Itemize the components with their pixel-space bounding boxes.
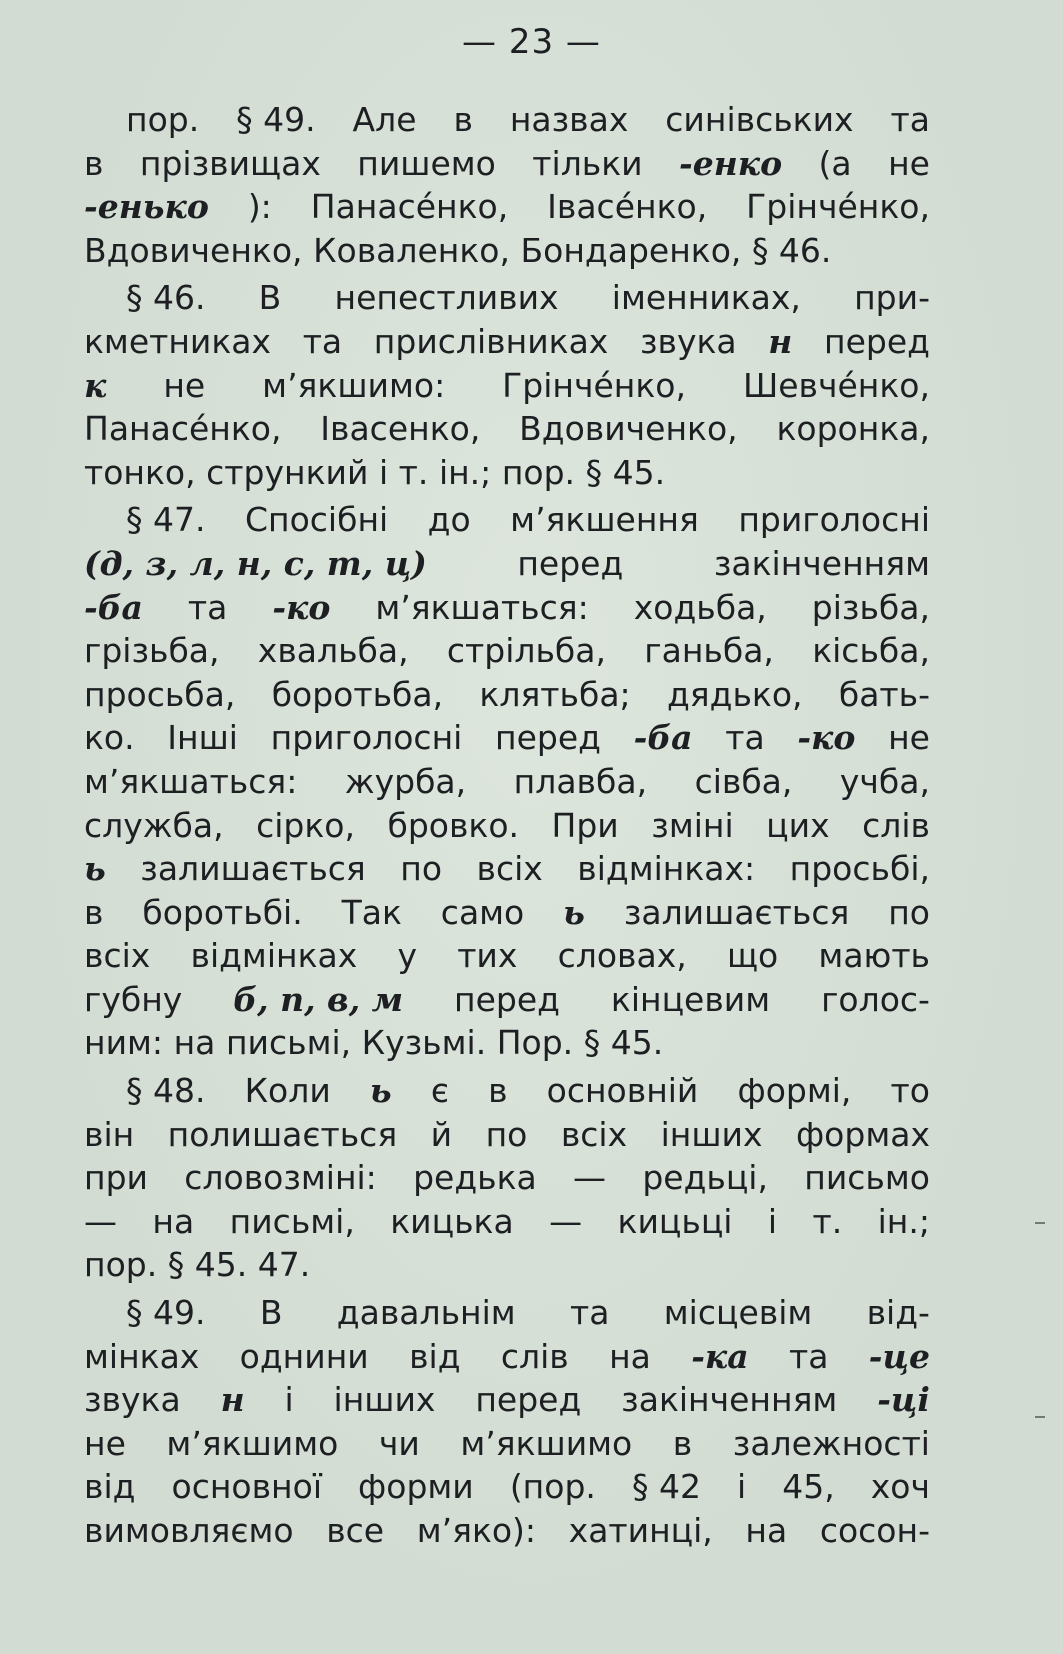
word: письмо bbox=[804, 1158, 930, 1198]
word: прислівниках bbox=[373, 321, 609, 361]
word: пор. bbox=[84, 1245, 158, 1285]
word: словозміні: bbox=[184, 1158, 377, 1198]
word: полишається bbox=[167, 1114, 398, 1154]
word: кісьба, bbox=[812, 631, 930, 671]
word: звука bbox=[84, 1380, 181, 1420]
text-line bbox=[84, 891, 930, 935]
word: пор. bbox=[501, 452, 576, 492]
word: то bbox=[890, 1071, 930, 1111]
word: Івасенко, bbox=[320, 409, 481, 449]
page-number: — 23 — bbox=[462, 22, 601, 62]
word: м’якшимо bbox=[460, 1423, 633, 1463]
word: — bbox=[549, 1201, 583, 1241]
word: ганьба, bbox=[644, 631, 774, 671]
word: відмінках: bbox=[577, 849, 756, 889]
word: цих bbox=[766, 805, 830, 845]
word: і bbox=[737, 1467, 747, 1507]
word: при bbox=[84, 1158, 148, 1198]
word: в bbox=[488, 1071, 508, 1111]
word: і bbox=[284, 1380, 294, 1420]
word: стрільба, bbox=[446, 631, 606, 671]
word: Бондаренко, bbox=[520, 230, 742, 270]
word: § 48. bbox=[126, 1071, 206, 1111]
word: однини bbox=[239, 1336, 369, 1376]
word: тільки bbox=[532, 143, 643, 183]
word: Панасéнко, bbox=[84, 409, 282, 449]
italic-word: б, п, в, м bbox=[233, 979, 404, 1019]
word: ним: bbox=[84, 1023, 164, 1063]
text-line bbox=[84, 629, 930, 673]
word: на bbox=[745, 1511, 788, 1550]
word: 45, bbox=[782, 1467, 835, 1507]
word: тих bbox=[457, 936, 518, 976]
word: служба, bbox=[84, 805, 224, 845]
italic-word: -ба bbox=[633, 718, 693, 758]
italic-word: ь bbox=[369, 1071, 392, 1111]
word: по bbox=[888, 892, 930, 932]
word: по bbox=[400, 849, 443, 889]
text-line bbox=[84, 1291, 930, 1335]
word: Коли bbox=[244, 1071, 331, 1111]
word: іменниках, bbox=[611, 278, 801, 318]
body-text bbox=[84, 98, 930, 1553]
word: приголосні bbox=[738, 500, 930, 540]
italic-word: -ба bbox=[84, 587, 143, 627]
word: пишемо bbox=[357, 143, 496, 183]
word: кметниках bbox=[84, 321, 272, 361]
text-line bbox=[84, 673, 930, 717]
word: ін.; bbox=[438, 452, 492, 492]
word: бать- bbox=[838, 674, 930, 714]
word: та bbox=[187, 587, 228, 627]
word: формах bbox=[795, 1114, 930, 1154]
word: сосон- bbox=[819, 1511, 930, 1550]
word: м’якшення bbox=[510, 500, 699, 540]
word: та bbox=[570, 1293, 610, 1333]
text-line bbox=[84, 1509, 930, 1553]
word: мають bbox=[818, 936, 930, 976]
text-line bbox=[84, 978, 930, 1022]
text-line bbox=[84, 320, 930, 364]
word: в bbox=[84, 143, 104, 183]
word: мінках bbox=[84, 1336, 200, 1376]
word: в bbox=[84, 892, 104, 932]
word: боротьбі. bbox=[142, 892, 303, 932]
word: (пор. bbox=[509, 1467, 596, 1507]
word: відмінках bbox=[190, 936, 358, 976]
word: що bbox=[726, 936, 779, 976]
text-line bbox=[84, 716, 930, 760]
text-line bbox=[84, 1378, 930, 1422]
word: дядько, bbox=[666, 674, 803, 714]
word: не bbox=[888, 718, 930, 758]
word: у bbox=[397, 936, 417, 976]
text-line bbox=[84, 847, 930, 891]
word: давальнім bbox=[336, 1293, 516, 1333]
word: від- bbox=[866, 1293, 930, 1333]
word: § 45. bbox=[167, 1245, 248, 1285]
word: всіх bbox=[476, 849, 543, 889]
word: § 49. bbox=[126, 1293, 206, 1333]
word: від bbox=[84, 1467, 136, 1507]
word: пор. bbox=[126, 100, 200, 139]
word: все bbox=[326, 1511, 385, 1550]
word: При bbox=[551, 805, 619, 845]
word: на bbox=[173, 1023, 216, 1063]
text-line bbox=[84, 364, 930, 408]
text-line bbox=[84, 407, 930, 451]
text-line bbox=[84, 1200, 930, 1244]
word: від bbox=[409, 1336, 461, 1376]
word: просьбі, bbox=[789, 849, 930, 889]
word: само bbox=[440, 892, 525, 932]
word: перед bbox=[517, 543, 624, 583]
word: Вдовиченко, bbox=[519, 409, 738, 449]
word: закінченням bbox=[621, 1380, 838, 1420]
italic-word: н bbox=[220, 1380, 245, 1420]
word: грізьба, bbox=[84, 631, 220, 671]
word: інших bbox=[333, 1380, 436, 1420]
text-line bbox=[84, 1422, 930, 1466]
word: перед bbox=[475, 1380, 582, 1420]
word: залишається bbox=[140, 849, 366, 889]
italic-word: н bbox=[768, 321, 793, 361]
italic-word: -енко bbox=[679, 143, 783, 183]
word: Кузьмі. bbox=[361, 1023, 487, 1063]
word: кицьці bbox=[617, 1201, 733, 1241]
text-line bbox=[84, 1156, 930, 1200]
word: зміні bbox=[651, 805, 734, 845]
word: § 45. bbox=[583, 1023, 664, 1063]
word: коронка, bbox=[776, 409, 930, 449]
text-line bbox=[84, 1021, 930, 1065]
text-line bbox=[84, 1069, 930, 1113]
word: форми bbox=[358, 1467, 474, 1507]
word: інших bbox=[660, 1114, 763, 1154]
word: не bbox=[84, 1423, 126, 1463]
text-line bbox=[84, 804, 930, 848]
italic-word: (д, з, л, н, с, т, ц) bbox=[84, 543, 427, 583]
word: § 42 bbox=[631, 1467, 701, 1507]
word: та bbox=[725, 718, 765, 758]
text-line bbox=[84, 276, 930, 320]
word: основній bbox=[546, 1071, 699, 1111]
word: — bbox=[84, 1201, 117, 1241]
word: § 46. bbox=[751, 230, 832, 270]
word: просьба, bbox=[84, 674, 236, 714]
word: § 49. bbox=[236, 100, 316, 139]
text-line bbox=[84, 451, 930, 495]
word: Інші bbox=[167, 718, 238, 758]
word: В bbox=[259, 1293, 283, 1333]
word: клятьба; bbox=[479, 674, 631, 714]
text-line bbox=[84, 185, 930, 229]
word: перед bbox=[495, 718, 601, 758]
word: письмі, bbox=[229, 1201, 355, 1241]
word: ): bbox=[247, 187, 272, 227]
word: губну bbox=[84, 979, 183, 1019]
word: сівба, bbox=[694, 761, 793, 801]
text-line bbox=[84, 934, 930, 978]
word: залишається bbox=[623, 892, 850, 932]
word: залежності bbox=[732, 1423, 930, 1463]
word: вимовляємо bbox=[84, 1511, 294, 1550]
word: бровко. bbox=[387, 805, 520, 845]
word: до bbox=[427, 500, 471, 540]
text-line bbox=[84, 542, 930, 586]
word: Спосібні bbox=[244, 500, 389, 540]
italic-word: к bbox=[84, 365, 107, 405]
word: голос- bbox=[821, 979, 930, 1019]
word: редьці, bbox=[642, 1158, 768, 1198]
word: Але bbox=[352, 100, 417, 139]
word: В bbox=[258, 278, 282, 318]
word: і bbox=[378, 452, 389, 492]
word: сірко, bbox=[256, 805, 355, 845]
word: назвах bbox=[509, 100, 629, 139]
word: Грінчéнко, bbox=[746, 187, 930, 227]
text-line bbox=[84, 1243, 930, 1287]
text-line bbox=[84, 142, 930, 186]
word: журба, bbox=[344, 761, 467, 801]
word: слів bbox=[862, 805, 930, 845]
word: в bbox=[453, 100, 473, 139]
word: Коваленко, bbox=[313, 230, 510, 270]
word: м’яко): bbox=[416, 1511, 537, 1550]
word: не bbox=[888, 143, 930, 183]
word: стрункий bbox=[206, 452, 369, 492]
word: словах, bbox=[557, 936, 687, 976]
word: Пор. bbox=[496, 1023, 574, 1063]
italic-word: -це bbox=[868, 1336, 930, 1376]
word: Панасéнко, bbox=[310, 187, 509, 227]
word: ходьба, bbox=[633, 587, 767, 627]
word: м’якшимо bbox=[166, 1423, 339, 1463]
margin-mark bbox=[1035, 1416, 1045, 1418]
word: чи bbox=[378, 1423, 420, 1463]
italic-word: -ко bbox=[272, 587, 331, 627]
text-line bbox=[84, 498, 930, 542]
word: перед bbox=[824, 321, 930, 361]
word: Вдовиченко, bbox=[84, 230, 303, 270]
word: 47. bbox=[257, 1245, 311, 1285]
word: приголосні bbox=[270, 718, 463, 758]
margin-mark bbox=[1035, 1222, 1045, 1224]
word: закінченням bbox=[713, 543, 930, 583]
word: т. bbox=[398, 452, 429, 492]
word: основної bbox=[171, 1467, 322, 1507]
word: при- bbox=[854, 278, 930, 318]
word: та bbox=[788, 1336, 829, 1376]
word: м’якшимо: bbox=[262, 365, 446, 405]
word: м’якшаться: bbox=[84, 761, 298, 801]
word: Так bbox=[341, 892, 402, 932]
word: плавба, bbox=[513, 761, 648, 801]
word: — bbox=[573, 1158, 607, 1198]
word: на bbox=[609, 1336, 651, 1376]
italic-word: ь bbox=[563, 892, 585, 932]
word: перед bbox=[454, 979, 560, 1019]
word: кицька bbox=[390, 1201, 514, 1241]
word: письмі, bbox=[225, 1023, 352, 1063]
word: ко. bbox=[84, 718, 135, 758]
italic-word: -ці bbox=[877, 1380, 930, 1420]
word: непестливих bbox=[334, 278, 559, 318]
word: хатинці, bbox=[568, 1511, 713, 1550]
word: звука bbox=[639, 321, 737, 361]
word: всіх bbox=[84, 936, 151, 976]
word: слів bbox=[500, 1336, 569, 1376]
word: він bbox=[84, 1114, 135, 1154]
word: хоч bbox=[870, 1467, 930, 1507]
word: ін.; bbox=[877, 1201, 930, 1241]
word: місцевім bbox=[663, 1293, 813, 1333]
word: редька bbox=[413, 1158, 537, 1198]
word: різьба, bbox=[811, 587, 930, 627]
word: § 47. bbox=[126, 500, 206, 540]
word: в bbox=[672, 1423, 693, 1463]
word: т. bbox=[812, 1201, 843, 1241]
word: та bbox=[302, 321, 343, 361]
text-line bbox=[84, 1113, 930, 1157]
text-line bbox=[84, 586, 930, 630]
italic-word: ь bbox=[84, 849, 106, 889]
word: і bbox=[767, 1201, 778, 1241]
text-line bbox=[84, 1335, 930, 1379]
word: тонко, bbox=[84, 452, 196, 492]
italic-word: -ка bbox=[691, 1336, 749, 1376]
word: й bbox=[430, 1114, 453, 1154]
text-line bbox=[84, 1465, 930, 1509]
text-line bbox=[84, 98, 930, 142]
text-line bbox=[84, 760, 930, 804]
word: Шевчéнко, bbox=[742, 365, 930, 405]
italic-word: -енько bbox=[84, 187, 209, 227]
word: прізвищах bbox=[139, 143, 321, 183]
word: м’якшаться: bbox=[375, 587, 589, 627]
word: не bbox=[163, 365, 206, 405]
word: по bbox=[485, 1114, 528, 1154]
word: та bbox=[890, 100, 930, 139]
word: § 45. bbox=[585, 452, 666, 492]
italic-word: -ко bbox=[797, 718, 856, 758]
word: Грінчéнко, bbox=[502, 365, 686, 405]
word: всіх bbox=[560, 1114, 628, 1154]
word: на bbox=[152, 1201, 195, 1241]
word: є bbox=[430, 1071, 449, 1111]
word: Івасéнко, bbox=[547, 187, 708, 227]
word: синівських bbox=[665, 100, 854, 139]
text-line bbox=[84, 229, 930, 273]
word: учба, bbox=[839, 761, 930, 801]
word: хвальба, bbox=[257, 631, 409, 671]
word: боротьба, bbox=[271, 674, 444, 714]
word: § 46. bbox=[126, 278, 206, 318]
word: формі, bbox=[737, 1071, 852, 1111]
word: (а bbox=[818, 143, 852, 183]
word: кінцевим bbox=[610, 979, 771, 1019]
